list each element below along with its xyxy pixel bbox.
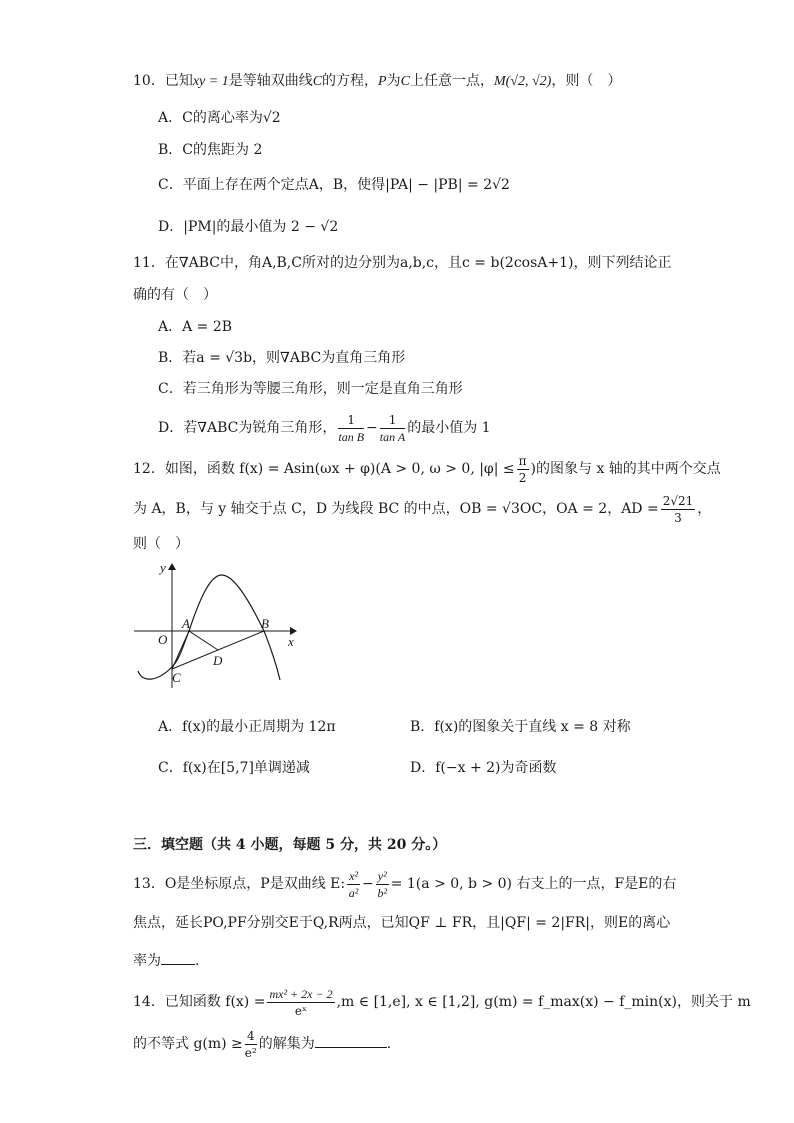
sine-curve xyxy=(138,575,280,680)
label-y: y xyxy=(160,560,166,575)
label-o: O xyxy=(158,632,168,647)
q11-stem-line2: 确的有（ ） xyxy=(133,287,217,303)
q12-stem-line3: 则（ ） xyxy=(133,536,189,552)
q13-fraction-x: $\frac{\text{x²}}{\text{a²}}$ xyxy=(348,868,359,900)
q11-option-d: D．若∇ABC为锐角三角形， $\frac{1}{\text{tan B}}$ − $\frac{1}{\text{tan A}}$ 的最小值为 1 xyxy=(158,412,491,444)
q10-option-d: D．|PM|的最小值为 2 − √2 xyxy=(158,219,339,235)
q13-stem-line1: 13．O是坐标原点，P是双曲线 E: $\frac{\text{x²}}{\text{a²}}$ − $\frac{\text{y²}}{\text{b²}}$ = 1(a > 0, b > 0) 右支上的一点，F是E的右 xyxy=(133,868,677,900)
q12-option-b: B．f(x)的图象关于直线 x = 8 对称 xyxy=(410,719,631,735)
q12-stem-line1: 12．如图，函数 f(x) = Asin(ωx + φ)(A > 0, ω > 0, |φ| ≤ $\frac{\pi}{2}$ )的图象与 x 轴的其中两个交点 xyxy=(133,453,721,485)
label-x: x xyxy=(288,634,294,649)
q12-pi-fraction: $\frac{\pi}{2}$ xyxy=(518,453,527,485)
q10-stem: 10．已知xy = 1是等轴双曲线C的方程，P为C上任意一点，M(√2, √2)，则（ ） xyxy=(133,73,622,89)
label-d: D xyxy=(213,653,223,668)
label-b: B xyxy=(261,616,269,631)
q10-c-ref: C xyxy=(400,74,410,89)
label-a: A xyxy=(182,616,190,631)
q14-fraction-f: $\frac{\text{mx² + 2x − 2}}{\text{eˣ}}$ xyxy=(269,986,333,1018)
q12-option-a: A．f(x)的最小正周期为 12π xyxy=(158,719,336,735)
q13-answer-blank[interactable] xyxy=(161,950,195,965)
q12-stem-line2: 为 A，B，与 y 轴交于点 C，D 为线段 BC 的中点，OB = √3OC，OA = 2，AD = $\frac{2√21}{3}$ ， xyxy=(133,493,712,525)
q14-fraction-g: $\frac{4}{\text{e²}}$ xyxy=(244,1028,257,1060)
q14-stem-line1: 14．已知函数 f(x) = $\frac{\text{mx² + 2x − 2}}{\text{eˣ}}$ ,m ∈ [1,e], x ∈ [1,2], g(m) = f_max(x) − f_min(x)，则关于 m xyxy=(133,986,751,1018)
q10-option-a: A．C的离心率为√2 xyxy=(158,110,281,126)
q11-option-b: B．若a = √3b，则∇ABC为直角三角形 xyxy=(158,350,406,366)
q12-option-d: D．f(−x + 2)为奇函数 xyxy=(410,760,557,776)
q11-option-c: C．若三角形为等腰三角形，则一定是直角三角形 xyxy=(158,381,463,397)
q11-stem-line1: 11．在∇ABC中，角A,B,C所对的边分别为a,b,c，且c = b(2cosA+1)，则下列结论正 xyxy=(133,255,672,271)
q12-option-c: C．f(x)在[5,7]单调递减 xyxy=(158,760,310,776)
q11-option-a: A．A = 2B xyxy=(158,319,233,335)
section-heading: 三．填空题（共 4 小题，每题 5 分，共 20 分。） xyxy=(133,837,447,853)
q10-option-c: C．平面上存在两个定点A，B，使得|PA| − |PB| = 2√2 xyxy=(158,177,510,193)
q11-fraction-1: $\frac{1}{\text{tan B}}$ xyxy=(338,412,365,444)
q12-ad-fraction: $\frac{2√21}{3}$ xyxy=(662,493,694,525)
label-c: C xyxy=(172,670,181,685)
q13-fraction-y: $\frac{\text{y²}}{\text{b²}}$ xyxy=(377,868,388,900)
q14-answer-blank[interactable] xyxy=(315,1033,387,1048)
q13-stem-line2: 焦点，延长PO,PF分别交E于Q,R两点，已知QF ⊥ FR，且|QF| = 2|FR|，则E的离心 xyxy=(133,915,671,931)
segment-ad xyxy=(189,631,218,650)
q11-fraction-2: $\frac{1}{\text{tan A}}$ xyxy=(379,412,406,444)
q12-graph xyxy=(128,558,308,692)
q13-stem-line3: 率为 . xyxy=(133,950,199,972)
q14-stem-line2: 的不等式 g(m) ≥ $\frac{4}{\text{e²}}$ 的解集为 . xyxy=(133,1028,392,1060)
q10-option-b: B．C的焦距为 2 xyxy=(158,142,263,158)
